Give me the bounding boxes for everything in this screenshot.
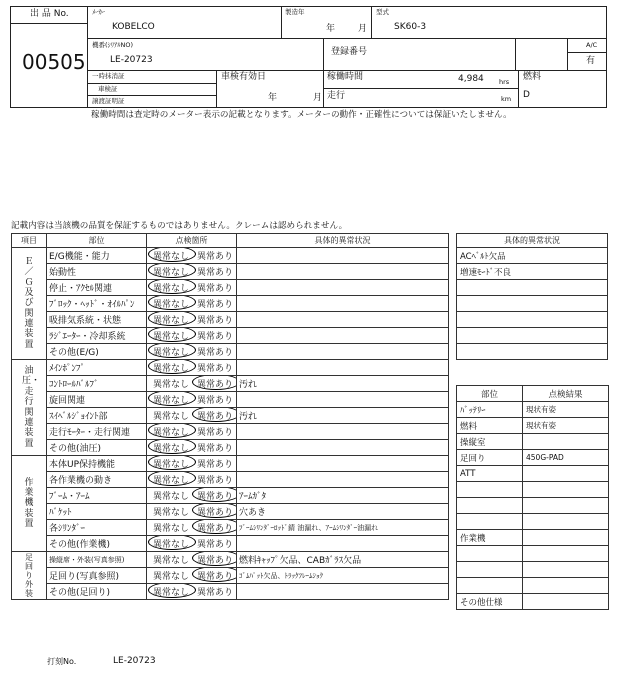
table-row bbox=[12, 504, 449, 520]
status-ng-option: 異常あり bbox=[193, 569, 237, 582]
detail-cell: 燃料ｷｬｯﾌﾟ欠品、CABｶﾞﾗｽ欠品 bbox=[237, 552, 449, 568]
result-value-cell: 現状有姿 bbox=[523, 402, 609, 418]
status-ng-option: 異常あり bbox=[196, 268, 233, 278]
table-row bbox=[12, 424, 449, 440]
part-cell: その他(足回り) bbox=[47, 584, 147, 600]
status-ok-option: 異常なし bbox=[152, 572, 189, 582]
table-row bbox=[12, 360, 449, 376]
table-row bbox=[12, 264, 449, 280]
result-row bbox=[457, 594, 609, 610]
status-ok-option: 異常なし bbox=[149, 473, 193, 486]
detail-cell bbox=[237, 424, 449, 440]
category-label: 足回り外装 bbox=[12, 552, 47, 600]
status-cell bbox=[147, 552, 237, 568]
table-row bbox=[12, 536, 449, 552]
status-ng-option: 異常あり bbox=[196, 428, 233, 438]
status-cell bbox=[147, 456, 237, 472]
vehicle-inspection-label: 車検有効日 bbox=[221, 72, 267, 82]
table-row bbox=[12, 520, 449, 536]
serial-label: 機番(ｼﾘｱﾙNO) bbox=[92, 41, 134, 49]
status-ok-option: 異常なし bbox=[152, 556, 189, 566]
table-row bbox=[12, 408, 449, 424]
detail-cell: ｱｰﾑｶﾞﾀ bbox=[237, 488, 449, 504]
status-cell bbox=[147, 504, 237, 520]
vi-year-suffix: 年 bbox=[268, 93, 278, 103]
result-row bbox=[457, 578, 609, 594]
detail-cell bbox=[237, 360, 449, 376]
right-col-result: 点検結果 bbox=[523, 386, 609, 402]
table-row bbox=[12, 280, 449, 296]
fuel-value: D bbox=[523, 90, 530, 100]
anomaly-item bbox=[457, 280, 608, 296]
part-cell: その他(E/G) bbox=[47, 344, 147, 360]
part-cell: 操縦席・外装(写真参照) bbox=[47, 552, 147, 568]
inspection-table bbox=[11, 233, 449, 600]
status-ng-option: 異常あり bbox=[196, 348, 233, 358]
status-ng-option: 異常あり bbox=[196, 540, 233, 550]
status-cell bbox=[147, 424, 237, 440]
status-ok-option: 異常なし bbox=[149, 249, 193, 262]
result-row bbox=[457, 530, 609, 546]
anomaly-item bbox=[457, 344, 608, 360]
status-ok-option: 異常なし bbox=[149, 537, 193, 550]
part-cell: その他(油圧) bbox=[47, 440, 147, 456]
result-row bbox=[457, 418, 609, 434]
anomaly-item: 増速ﾓｰﾄﾞ不良 bbox=[457, 264, 608, 280]
result-value-cell bbox=[523, 482, 609, 498]
part-cell: E/G機能・能力 bbox=[47, 248, 147, 264]
result-row bbox=[457, 546, 609, 562]
status-ok-option: 異常なし bbox=[152, 412, 189, 422]
part-cell: 始動性 bbox=[47, 264, 147, 280]
status-ng-option: 異常あり bbox=[193, 409, 237, 422]
col-item: 項目 bbox=[12, 234, 47, 248]
status-cell bbox=[147, 440, 237, 456]
status-ok-option: 異常なし bbox=[149, 329, 193, 342]
detail-cell: 穴あき bbox=[237, 504, 449, 520]
hours-note: 稼働時間は査定時のメーター表示の記載となります。メーターの動作・正確性については保証いたしません。 bbox=[91, 110, 512, 120]
anomaly-item bbox=[457, 296, 608, 312]
result-value-cell bbox=[523, 578, 609, 594]
detail-cell bbox=[237, 392, 449, 408]
month-suffix: 月 bbox=[358, 24, 368, 34]
inspection-cert-label: 車検証 bbox=[98, 85, 118, 93]
part-cell: ﾌﾞｰﾑ・ｱｰﾑ bbox=[47, 488, 147, 504]
status-ok-option: 異常なし bbox=[149, 345, 193, 358]
status-cell bbox=[147, 488, 237, 504]
status-ok-option: 異常なし bbox=[152, 524, 189, 534]
col-detail: 具体的異常状況 bbox=[237, 234, 449, 248]
right-result-table bbox=[456, 385, 609, 610]
part-cell: ﾊﾞｹｯﾄ bbox=[47, 504, 147, 520]
status-ok-option: 異常なし bbox=[149, 457, 193, 470]
detail-cell bbox=[237, 456, 449, 472]
status-ng-option: 異常あり bbox=[196, 332, 233, 342]
detail-cell bbox=[237, 584, 449, 600]
result-row bbox=[457, 514, 609, 530]
table-row bbox=[12, 456, 449, 472]
status-cell bbox=[147, 344, 237, 360]
result-part-cell bbox=[457, 562, 523, 578]
result-value-cell bbox=[523, 530, 609, 546]
status-ok-option: 異常なし bbox=[149, 585, 193, 598]
status-ng-option: 異常あり bbox=[196, 444, 233, 454]
hours-value: 4,984 bbox=[458, 74, 484, 84]
anomaly-item: ACﾍﾞﾙﾄ欠品 bbox=[457, 248, 608, 264]
part-cell: 吸排気系統・状態 bbox=[47, 312, 147, 328]
fuel-label: 燃料 bbox=[523, 72, 542, 82]
item-no-label: 出 品 No. bbox=[30, 9, 69, 19]
result-part-cell: その他仕様 bbox=[457, 594, 523, 610]
col-part: 部位 bbox=[47, 234, 147, 248]
status-cell bbox=[147, 472, 237, 488]
km-unit: km bbox=[501, 95, 512, 103]
part-cell: 足回り(写真参照) bbox=[47, 568, 147, 584]
result-part-cell bbox=[457, 514, 523, 530]
status-ng-option: 異常あり bbox=[196, 316, 233, 326]
status-ng-option: 異常あり bbox=[193, 521, 237, 534]
status-cell bbox=[147, 360, 237, 376]
status-cell bbox=[147, 536, 237, 552]
result-value-cell bbox=[523, 434, 609, 450]
stamp-label: 打刻No. bbox=[47, 657, 77, 666]
table-row bbox=[12, 312, 449, 328]
status-ok-option: 異常なし bbox=[149, 393, 193, 406]
result-part-cell bbox=[457, 482, 523, 498]
ac-label: A/C bbox=[586, 41, 598, 49]
detail-cell: 汚れ bbox=[237, 376, 449, 392]
part-cell: ｺﾝﾄﾛｰﾙﾊﾞﾙﾌﾞ bbox=[47, 376, 147, 392]
right-col-part: 部位 bbox=[457, 386, 523, 402]
detail-cell: ﾌﾞｰﾑｼﾘﾝﾀﾞｰﾛｯﾄﾞ錆 油漏れ、ｱｰﾑｼﾘﾝﾀﾞｰ油漏れ bbox=[237, 520, 449, 536]
part-cell: 走行ﾓｰﾀｰ・走行関連 bbox=[47, 424, 147, 440]
status-cell bbox=[147, 520, 237, 536]
result-row bbox=[457, 402, 609, 418]
table-row bbox=[12, 328, 449, 344]
detail-cell bbox=[237, 312, 449, 328]
status-ng-option: 異常あり bbox=[196, 284, 233, 294]
serial-value: LE-20723 bbox=[110, 55, 153, 65]
table-row bbox=[12, 584, 449, 600]
result-part-cell: 足回り bbox=[457, 450, 523, 466]
result-part-cell: ﾊﾞｯﾃﾘｰ bbox=[457, 402, 523, 418]
category-label: Ｅ／Ｇ及び関連装置 bbox=[12, 248, 47, 360]
result-part-cell bbox=[457, 498, 523, 514]
status-cell bbox=[147, 568, 237, 584]
part-cell: ｽｲﾍﾞﾙｼﾞｮｲﾝﾄ部 bbox=[47, 408, 147, 424]
status-cell bbox=[147, 392, 237, 408]
status-ng-option: 異常あり bbox=[196, 300, 233, 310]
right-anomaly-table bbox=[456, 233, 608, 360]
category-label: 作業機装置 bbox=[12, 456, 47, 552]
status-ng-option: 異常あり bbox=[193, 505, 237, 518]
result-value-cell bbox=[523, 594, 609, 610]
status-ng-option: 異常あり bbox=[196, 252, 233, 262]
item-no: 00505 bbox=[22, 50, 86, 74]
table-row bbox=[12, 568, 449, 584]
table-row bbox=[12, 472, 449, 488]
table-row bbox=[12, 488, 449, 504]
transfer-cert-label: 譲渡証明証 bbox=[92, 97, 125, 105]
right-anomaly-header: 具体的異常状況 bbox=[457, 234, 608, 248]
result-row bbox=[457, 562, 609, 578]
result-value-cell bbox=[523, 466, 609, 482]
part-cell: ﾌﾞﾛｯｸ・ﾍｯﾄﾞ・ｵｲﾙﾊﾟﾝ bbox=[47, 296, 147, 312]
result-part-cell: 作業機 bbox=[457, 530, 523, 546]
category-label: 油圧・走行関連装置 bbox=[12, 360, 47, 456]
hours-unit: hrs bbox=[499, 78, 510, 86]
detail-cell bbox=[237, 440, 449, 456]
part-cell: ﾒｲﾝﾎﾟﾝﾌﾟ bbox=[47, 360, 147, 376]
detail-cell: 汚れ bbox=[237, 408, 449, 424]
detail-cell bbox=[237, 472, 449, 488]
anomaly-item bbox=[457, 328, 608, 344]
table-row bbox=[12, 376, 449, 392]
status-ng-option: 異常あり bbox=[196, 364, 233, 374]
part-cell: 本体UP保持機能 bbox=[47, 456, 147, 472]
result-row bbox=[457, 482, 609, 498]
year-label: 製造年 bbox=[285, 8, 305, 16]
status-ng-option: 異常あり bbox=[196, 588, 233, 598]
result-value-cell: 現状有姿 bbox=[523, 418, 609, 434]
status-ng-option: 異常あり bbox=[193, 377, 237, 390]
result-value-cell bbox=[523, 498, 609, 514]
quality-note: 記載内容は当該機の品質を保証するものではありません。クレームは認められません。 bbox=[11, 221, 348, 231]
table-row bbox=[12, 296, 449, 312]
status-cell bbox=[147, 376, 237, 392]
status-ng-option: 異常あり bbox=[196, 396, 233, 406]
status-ok-option: 異常なし bbox=[149, 425, 193, 438]
maker-label: ﾒｰｶｰ bbox=[92, 8, 105, 16]
status-ng-option: 異常あり bbox=[193, 489, 237, 502]
status-ok-option: 異常なし bbox=[149, 441, 193, 454]
table-row bbox=[12, 440, 449, 456]
status-ng-option: 異常あり bbox=[196, 460, 233, 470]
status-ok-option: 異常なし bbox=[152, 492, 189, 502]
status-ng-option: 異常あり bbox=[193, 553, 237, 566]
distance-label: 走行 bbox=[327, 91, 346, 101]
status-ok-option: 異常なし bbox=[152, 508, 189, 518]
status-cell bbox=[147, 408, 237, 424]
part-cell: 各ｼﾘﾝﾀﾞｰ bbox=[47, 520, 147, 536]
status-ok-option: 異常なし bbox=[149, 265, 193, 278]
model-value: SK60-3 bbox=[394, 22, 427, 32]
table-row bbox=[12, 344, 449, 360]
maker-value: KOBELCO bbox=[112, 22, 155, 32]
part-cell: 各作業機の動き bbox=[47, 472, 147, 488]
result-part-cell bbox=[457, 546, 523, 562]
status-cell bbox=[147, 312, 237, 328]
result-part-cell: ATT bbox=[457, 466, 523, 482]
result-value-cell bbox=[523, 546, 609, 562]
result-value-cell bbox=[523, 562, 609, 578]
result-value-cell bbox=[523, 514, 609, 530]
part-cell: ﾗｼﾞｴｰﾀｰ・冷却系統 bbox=[47, 328, 147, 344]
status-cell bbox=[147, 280, 237, 296]
status-ok-option: 異常なし bbox=[149, 361, 193, 374]
model-label: 型式 bbox=[376, 8, 389, 16]
part-cell: 旋回関連 bbox=[47, 392, 147, 408]
result-value-cell: 450G-PAD bbox=[523, 450, 609, 466]
detail-cell bbox=[237, 296, 449, 312]
result-row bbox=[457, 450, 609, 466]
table-row bbox=[12, 392, 449, 408]
status-ok-option: 異常なし bbox=[152, 380, 189, 390]
status-ng-option: 異常あり bbox=[196, 476, 233, 486]
stamp-value: LE-20723 bbox=[113, 656, 156, 666]
part-cell: 停止・ｱｸｾﾙ関連 bbox=[47, 280, 147, 296]
result-row bbox=[457, 434, 609, 450]
detail-cell bbox=[237, 344, 449, 360]
vi-month-suffix: 月 bbox=[313, 93, 323, 103]
part-cell: その他(作業機) bbox=[47, 536, 147, 552]
status-ok-option: 異常なし bbox=[149, 281, 193, 294]
status-cell bbox=[147, 296, 237, 312]
col-check: 点検箇所 bbox=[147, 234, 237, 248]
status-ok-option: 異常なし bbox=[149, 297, 193, 310]
result-part-cell: 操縦室 bbox=[457, 434, 523, 450]
detail-cell bbox=[237, 248, 449, 264]
status-cell bbox=[147, 264, 237, 280]
detail-cell bbox=[237, 280, 449, 296]
ac-value: 有 bbox=[586, 56, 596, 66]
export-cert-label: 一時抹消証 bbox=[92, 72, 125, 80]
detail-cell: ｺﾞﾑﾊﾟｯﾄ欠品、ﾄﾗｯｸﾌﾚｰﾑｼｮｸ bbox=[237, 568, 449, 584]
detail-cell bbox=[237, 536, 449, 552]
year-suffix: 年 bbox=[326, 24, 336, 34]
detail-cell bbox=[237, 264, 449, 280]
table-row bbox=[12, 552, 449, 568]
result-row bbox=[457, 498, 609, 514]
status-cell bbox=[147, 584, 237, 600]
status-cell bbox=[147, 248, 237, 264]
status-cell bbox=[147, 328, 237, 344]
result-row bbox=[457, 466, 609, 482]
table-row bbox=[12, 248, 449, 264]
result-part-cell bbox=[457, 578, 523, 594]
status-ok-option: 異常なし bbox=[149, 313, 193, 326]
anomaly-item bbox=[457, 312, 608, 328]
hours-label: 稼働時間 bbox=[327, 72, 364, 82]
reg-label: 登録番号 bbox=[331, 47, 368, 57]
detail-cell bbox=[237, 328, 449, 344]
result-part-cell: 燃料 bbox=[457, 418, 523, 434]
